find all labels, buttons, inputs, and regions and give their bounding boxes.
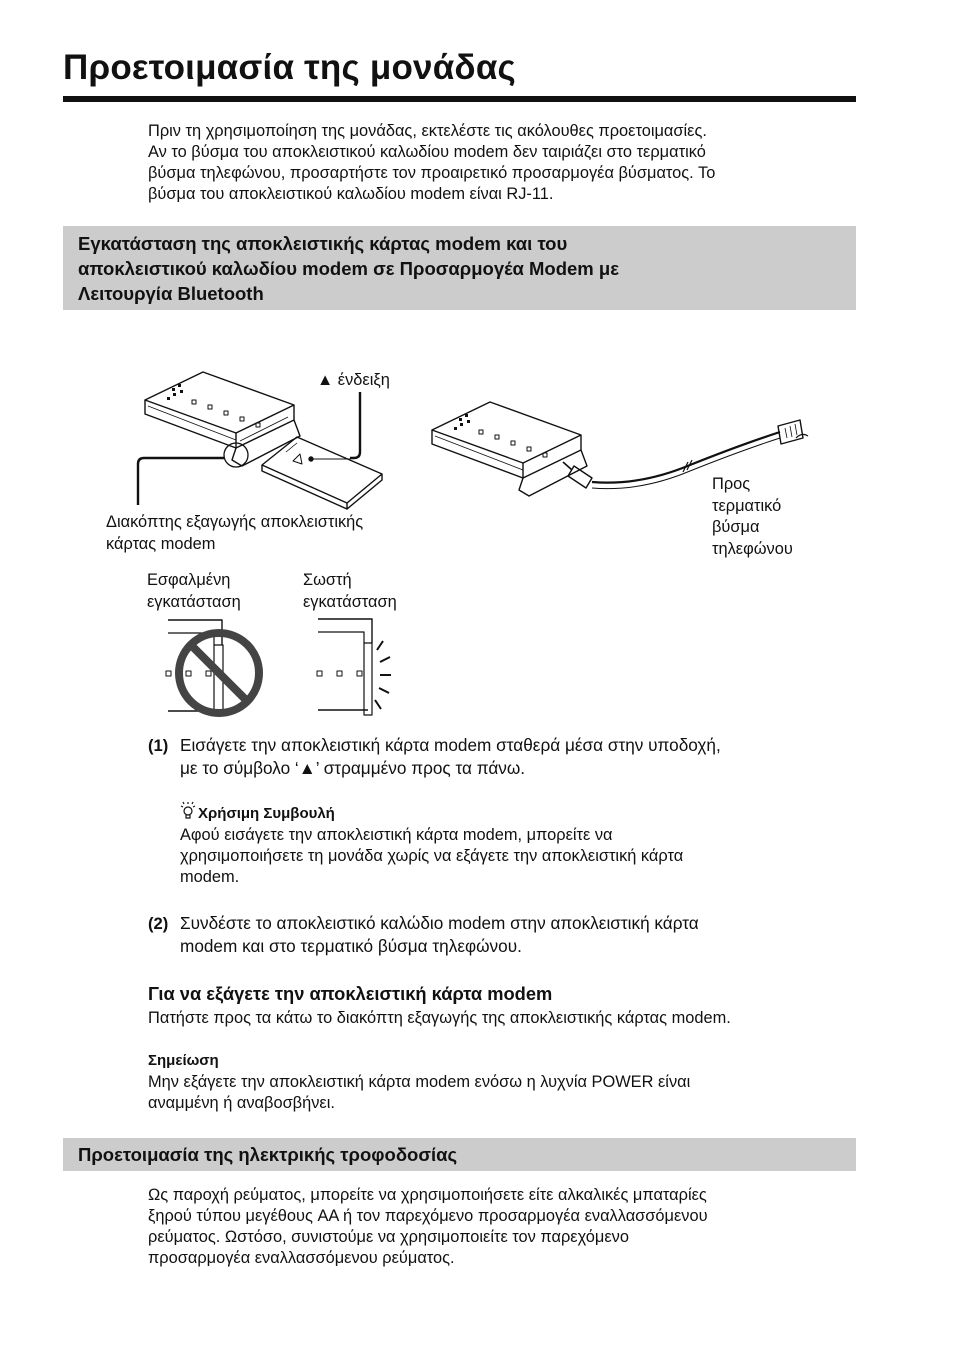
section-band-power [63,1138,856,1171]
eject-text: Πατήστε προς τα κάτω το διακόπτη εξαγωγής της αποκλειστικής κάρτας modem. [148,1009,731,1027]
phone-jack-label: Προς τερματικό βύσμα τηλεφώνου [712,475,793,558]
modem-adapter-right [432,402,587,496]
note-heading: Σημείωση [148,1052,219,1069]
eject-heading: Για να εξάγετε την αποκλειστική κάρτα modem [148,983,553,1004]
wrong-installation-figure [166,620,259,713]
indicator-label: ▲ ένδειξη [317,371,390,389]
modem-adapter-left [145,372,300,466]
step-1-number: (1) [148,736,169,755]
section-heading-install: Εγκατάσταση της αποκλειστικής κάρτας modem και του αποκλειστικού καλωδίου modem σε Προσαρμογέα Modem με Λειτουργία Bluetooth [78,233,619,304]
eject-switch-label: Διακόπτης εξαγωγής αποκλειστικής κάρτας modem [106,513,364,553]
wrong-installation-label: Εσφαλμένη εγκατάσταση [147,571,241,611]
tip-text: Αφού εισάγετε την αποκλειστική κάρτα modem, μπορείτε να χρησιμοποιήσετε τη μονάδα χωρίς να εξάγετε την αποκλειστική κάρτα modem. [180,826,684,886]
step-2-number: (2) [148,914,169,933]
note-text: Μην εξάγετε την αποκλειστική κάρτα modem ενόσω η λυχνία POWER είναι αναμμένη ή αναβοσβήνει. [148,1073,691,1112]
page-title: Προετοιμασία της μονάδας [63,48,516,87]
step-2-text: Συνδέστε το αποκλειστικό καλώδιο modem στην αποκλειστική κάρτα modem και στο τερματικό βύσμα τηλεφώνου. [180,913,699,956]
tip-title: Χρήσιμη Συμβουλή [198,805,335,822]
modem-card [262,437,382,509]
intro-paragraph: Πριν τη χρησιμοποίηση της μονάδας, εκτελέστε τις ακόλουθες προετοιμασίες. Αν το βύσμα του αποκλειστικού καλωδίου modem δεν ταιριάζει στο τερματικό βύσμα τηλεφώνου, προσαρτήστε τον προαιρετικό προσαρμογέα βύσματος. Το βύσμα του αποκλειστικού καλωδίου modem είναι RJ-11. [148,122,716,203]
correct-installation-figure [317,619,391,715]
power-paragraph: Ως παροχή ρεύματος, μπορείτε να χρησιμοποιήσετε είτε αλκαλικές μπαταρίες ξηρού τύπου μεγέθους AA ή τον παρεχόμενο προσαρμογέα εναλλασσόμενου ρεύματος. Ωστόσο, συνιστούμε να χρησιμοποιείτε τον παρεχόμενο προσαρμογέα εναλλασσόμενου ρεύματος. [148,1186,708,1267]
correct-installation-label: Σωστή εγκατάσταση [303,571,397,611]
step-1-text: Εισάγετε την αποκλειστική κάρτα modem σταθερά μέσα στην υποδοχή, με το σύμβολο ‘▲’ στραμμένο προς τα πάνω. [180,735,721,778]
section-heading-power: Προετοιμασία της ηλεκτρικής τροφοδοσίας [78,1144,458,1165]
